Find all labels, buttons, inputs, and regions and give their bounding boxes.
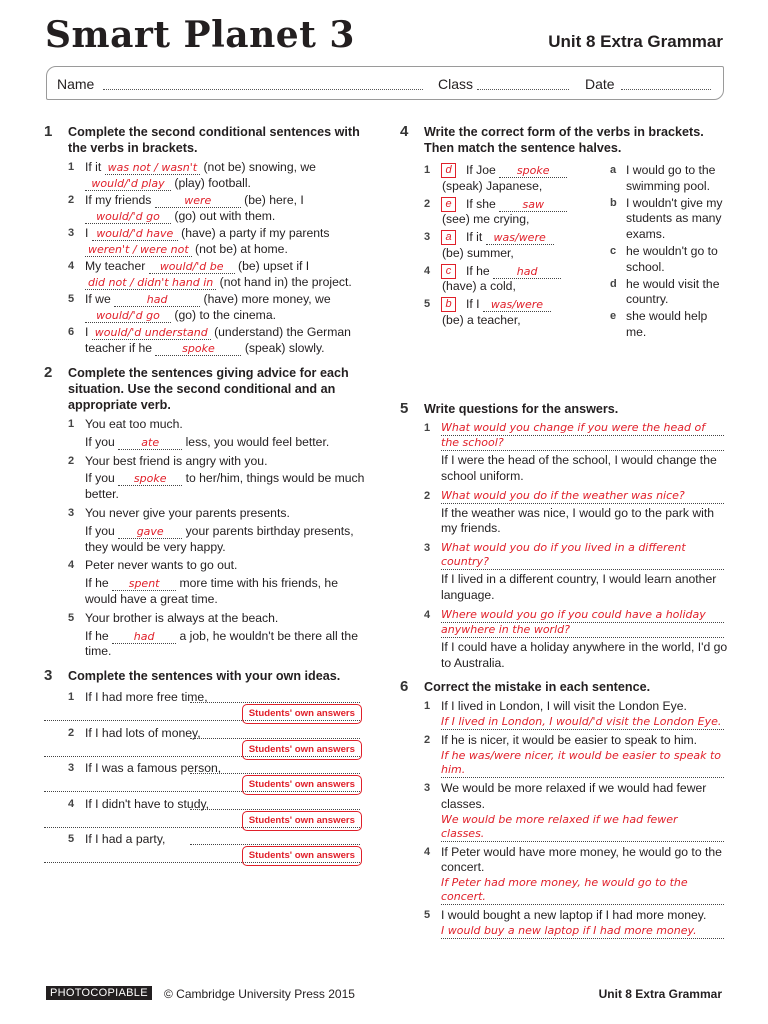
item-text: (speak) Japanese,: [442, 178, 543, 193]
answer-blank[interactable]: was/were: [483, 298, 551, 312]
question-answer-line[interactable]: What would you do if the weather was nice?: [441, 489, 724, 504]
advice-line: [85, 629, 366, 661]
advice-line: [85, 576, 366, 608]
question-answer-line[interactable]: anywhere in the world?: [441, 623, 724, 638]
option-letter: b: [610, 196, 617, 209]
item-text: I: [85, 325, 92, 340]
matching-left: [424, 163, 604, 331]
answer-blank[interactable]: saw: [499, 198, 567, 212]
match-text: [442, 163, 567, 195]
date-field[interactable]: [621, 89, 711, 90]
unit-title: Unit 8 Extra Grammar: [548, 32, 723, 51]
item-text: If I: [466, 297, 483, 311]
item-number: 2: [424, 197, 431, 210]
item-number: 3: [68, 507, 75, 520]
item-number: 6: [68, 326, 75, 339]
exercise-items: [44, 690, 366, 866]
answer-line[interactable]: [190, 844, 360, 845]
exercise-number: 1: [44, 123, 53, 140]
incorrect-sentence: If I lived in London, I will visit the London Eye.: [441, 699, 687, 714]
match-letter-box[interactable]: d: [441, 163, 456, 178]
option-text: I would go to the swimming pool.: [626, 163, 716, 193]
answer-blank[interactable]: would/'d have: [92, 227, 178, 241]
answer-blank[interactable]: would/'d go: [85, 309, 171, 323]
prompt-text: If I had a party,: [85, 832, 166, 847]
item-text: (be) summer,: [442, 245, 514, 260]
answer-blank[interactable]: spoke: [155, 342, 241, 356]
list-item: [44, 292, 366, 324]
match-text: [442, 264, 561, 296]
exercise-1: [44, 124, 366, 357]
students-own-answers-badge: Students' own answers: [242, 740, 362, 760]
page-header: [45, 14, 725, 62]
item-text: (be) here, I: [240, 193, 304, 208]
list-item: [44, 160, 366, 192]
exercise-number: 4: [400, 123, 409, 140]
given-answer: If I could have a holiday anywhere in the world, I'd go to Australia.: [441, 639, 728, 670]
item-number: 2: [68, 454, 75, 467]
match-row: [424, 264, 604, 298]
option-text: she would help me.: [626, 309, 708, 339]
answer-line[interactable]: [190, 773, 360, 774]
footer-unit: Unit 8 Extra Grammar: [598, 987, 722, 1001]
item-text: (have) a cold,: [442, 279, 516, 294]
item-number: 4: [424, 264, 431, 277]
answer-blank[interactable]: gave: [118, 525, 182, 539]
item-text: If he: [85, 628, 113, 643]
item-text: (go) out with them.: [171, 208, 276, 223]
list-item: [44, 506, 366, 555]
answer-blank[interactable]: had: [114, 293, 200, 307]
students-own-answers-badge: Students' own answers: [242, 846, 362, 866]
advice-line: [85, 524, 366, 556]
incorrect-sentence: If he is nicer, it would be easier to speak to him.: [441, 733, 698, 748]
item-number: 5: [68, 293, 75, 306]
exercise-title: Correct the mistake in each sentence.: [424, 680, 651, 695]
match-letter-box[interactable]: e: [441, 197, 456, 212]
page-footer: [46, 986, 724, 1004]
option-letter: d: [610, 277, 617, 290]
match-row: [424, 163, 604, 197]
brand-title: Smart Planet 3: [45, 14, 355, 56]
item-number: 1: [424, 422, 431, 434]
answer-blank[interactable]: did not / didn't hand in: [85, 276, 216, 290]
option-text: I wouldn't give my students as many exams.: [626, 195, 723, 242]
situation-text: You never give your parents presents.: [85, 506, 290, 521]
item-text: (understand) the German teacher if he: [85, 325, 351, 356]
advice-line: [85, 435, 366, 451]
class-label: Class: [438, 76, 474, 92]
exercise-number: 6: [400, 678, 409, 696]
left-column: [44, 124, 366, 874]
item-number: 2: [68, 726, 75, 739]
answer-line[interactable]: [190, 738, 360, 739]
exercise-title: Complete the sentences with your own ideas.: [68, 669, 341, 684]
list-item: [400, 699, 730, 730]
answer-blank[interactable]: had: [493, 265, 561, 279]
item-number: 2: [424, 489, 431, 502]
correction-line[interactable]: I would buy a new laptop if I had more money.: [441, 924, 724, 939]
question-answer-line[interactable]: Where would you go if you could have a holiday: [441, 608, 724, 623]
name-field[interactable]: [103, 89, 423, 90]
list-item: [44, 259, 366, 291]
prompt-text: If I was a famous person,: [85, 761, 222, 776]
item-text: less, you would feel better.: [182, 434, 330, 449]
list-item: [400, 845, 730, 906]
item-text: (be) upset if I: [234, 259, 310, 274]
option-letter: c: [610, 244, 617, 257]
item-text: If it: [466, 230, 486, 244]
situation-text: You eat too much.: [85, 417, 183, 432]
item-number: 4: [68, 797, 75, 810]
situation-text: Your brother is always at the beach.: [85, 610, 279, 625]
matching-grid: [400, 163, 730, 397]
option-letter: e: [610, 310, 617, 323]
item-number: 3: [424, 231, 431, 243]
match-option: [610, 277, 730, 309]
answer-blank[interactable]: had: [112, 630, 176, 644]
exercise-number: 3: [44, 667, 53, 685]
option-text: he wouldn't go to school.: [626, 243, 718, 274]
item-text: (have) more money, we: [200, 292, 331, 307]
answer-blank[interactable]: spoke: [118, 472, 182, 486]
item-number: 3: [68, 762, 75, 775]
list-item: [400, 781, 730, 842]
given-answer: If the weather was nice, I would go to the park with my friends.: [441, 505, 715, 536]
item-text: (go) to the cinema.: [171, 308, 276, 323]
item-text: If you: [85, 523, 119, 538]
match-option: [610, 244, 730, 276]
item-text: more time with his friends, he would have a great time.: [85, 576, 338, 607]
item-text: (have) a party if my parents: [177, 226, 330, 241]
item-number: 4: [424, 608, 431, 621]
list-item: [400, 541, 730, 604]
option-text: he would visit the country.: [626, 276, 720, 307]
item-number: 5: [68, 833, 75, 846]
item-text: (speak) slowly.: [241, 341, 325, 356]
item-number: 1: [424, 700, 431, 713]
match-option: [610, 309, 730, 341]
item-number: 2: [424, 734, 431, 747]
exercise-items: [400, 699, 730, 939]
students-own-answers-badge: Students' own answers: [242, 775, 362, 795]
exercise-5: [400, 401, 730, 671]
item-text: a job, he wouldn't be there all the time.: [85, 628, 358, 659]
incorrect-sentence: I would bought a new laptop if I had more money.: [441, 908, 707, 923]
item-text: If he: [85, 576, 113, 591]
match-letter-box[interactable]: a: [441, 230, 456, 245]
item-number: 1: [424, 164, 431, 176]
item-text: (not be) at home.: [191, 241, 288, 256]
item-number: 3: [424, 781, 431, 794]
exercise-items: [44, 417, 366, 660]
answer-line[interactable]: [190, 702, 360, 703]
item-number: 1: [68, 691, 75, 704]
item-text: (not hand in) the project.: [216, 275, 352, 290]
item-number: 4: [424, 845, 431, 858]
list-item: [44, 832, 366, 866]
item-text: If we: [85, 292, 115, 307]
item-text: If it: [85, 160, 105, 174]
match-text: [442, 297, 551, 329]
advice-line: [85, 471, 366, 503]
answer-blank[interactable]: would/'d go: [85, 210, 171, 224]
item-number: 4: [68, 260, 75, 273]
list-item: [44, 690, 366, 724]
exercise-number: 2: [44, 364, 53, 382]
students-own-answers-badge: Students' own answers: [242, 704, 362, 724]
exercise-title: Complete the sentences giving advice for each situation. Use the second conditional and an appropriate verb.: [68, 366, 349, 413]
exercise-4: [400, 124, 730, 397]
name-label: Name: [57, 76, 95, 92]
item-text: If he: [466, 263, 494, 278]
exercise-items: [44, 160, 366, 357]
list-item: [44, 611, 366, 660]
prompt-text: If I had more free time,: [85, 690, 208, 705]
exercise-title: Write the correct form of the verbs in brackets. Then match the sentence halves.: [424, 125, 704, 155]
answer-blank[interactable]: would/'d play: [85, 177, 171, 191]
item-text: (be) a teacher,: [442, 312, 521, 327]
exercise-items: [400, 421, 730, 671]
answer-blank[interactable]: ate: [118, 436, 182, 450]
incorrect-sentence: If Peter would have more money, he would go to the concert.: [441, 844, 722, 875]
match-option: [610, 196, 730, 243]
list-item: [44, 417, 366, 451]
item-text: If Joe: [466, 163, 500, 177]
date-label: Date: [585, 76, 615, 92]
item-text: (not be) snowing, we: [200, 160, 316, 174]
answer-blank[interactable]: was not / wasn't: [105, 161, 200, 175]
list-item: [44, 193, 366, 225]
exercise-6: [400, 679, 730, 939]
answer-blank[interactable]: were: [155, 194, 241, 208]
answer-blank[interactable]: was/were: [486, 231, 554, 245]
answer-blank[interactable]: weren't / were not: [85, 243, 192, 257]
students-own-answers-badge: Students' own answers: [242, 811, 362, 831]
answer-blank[interactable]: spoke: [499, 164, 567, 178]
option-letter: a: [610, 164, 617, 176]
item-text: to her/him, things would be much better.: [85, 471, 365, 502]
item-text: If you: [85, 471, 119, 486]
list-item: [44, 325, 366, 357]
incorrect-sentence: We would be more relaxed if we would had fewer classes.: [441, 780, 707, 811]
given-answer: If I lived in a different country, I would learn another language.: [441, 572, 717, 602]
list-item: [400, 908, 730, 939]
list-item: [44, 558, 366, 607]
match-option: [610, 163, 730, 195]
copyright: © Cambridge University Press 2015: [164, 987, 355, 1001]
answer-blank[interactable]: spent: [112, 577, 176, 591]
correction-line[interactable]: We would be more relaxed if we had fewer classes.: [441, 813, 724, 842]
item-number: 1: [68, 161, 75, 173]
question-answer-line[interactable]: What would you change if you were the head of: [441, 421, 724, 436]
item-text: I: [85, 226, 92, 241]
exercise-title: Complete the second conditional sentences with the verbs in brackets.: [68, 125, 360, 155]
item-text: your parents birthday presents, they would be very happy.: [85, 523, 354, 554]
prompt-text: If I had lots of money,: [85, 725, 201, 740]
list-item: [44, 726, 366, 760]
item-number: 1: [68, 418, 75, 431]
correction-line[interactable]: If he was/were nicer, it would be easier to speak to him.: [441, 749, 724, 778]
item-number: 5: [68, 611, 75, 624]
match-row: [424, 197, 604, 231]
item-text: (see) me crying,: [442, 212, 530, 227]
correction-line[interactable]: If Peter had more money, he would go to the concert.: [441, 876, 724, 905]
item-text: If you: [85, 434, 119, 449]
class-field[interactable]: [477, 89, 569, 90]
list-item: [44, 797, 366, 831]
correction-line[interactable]: If I lived in London, I would/'d visit the London Eye.: [441, 715, 724, 730]
answer-blank[interactable]: would/'d be: [149, 260, 235, 274]
item-number: 2: [68, 194, 75, 207]
matching-right: [610, 163, 730, 342]
item-number: 3: [68, 227, 75, 240]
right-column: [400, 124, 730, 947]
photocopiable-label: PHOTOCOPIABLE: [46, 986, 152, 1000]
item-text: (play) football.: [171, 175, 251, 190]
match-text: [442, 197, 567, 229]
match-letter-box[interactable]: b: [441, 297, 456, 312]
match-text: [442, 230, 554, 262]
item-number: 4: [68, 559, 75, 572]
match-letter-box[interactable]: c: [441, 264, 456, 279]
item-text: If my friends: [85, 193, 155, 208]
answer-blank[interactable]: would/'d understand: [92, 326, 211, 340]
prompt-text: If I didn't have to study,: [85, 796, 210, 811]
list-item: [44, 454, 366, 503]
match-row: [424, 297, 604, 331]
item-text: My teacher: [85, 259, 149, 274]
name-class-date-bar: [46, 66, 724, 100]
question-answer-line[interactable]: What would you do if you lived in a different country?: [441, 541, 724, 570]
answer-line[interactable]: [190, 809, 360, 810]
item-number: 5: [424, 298, 431, 310]
list-item: [400, 608, 730, 672]
list-item: [400, 489, 730, 538]
list-item: [44, 226, 366, 258]
item-number: 5: [424, 909, 431, 922]
situation-text: Your best friend is angry with you.: [85, 453, 268, 468]
given-answer: If I were the head of the school, I would change the school uniform.: [441, 453, 717, 483]
list-item: [400, 421, 730, 485]
item-text: If she: [466, 196, 500, 211]
match-row: [424, 230, 604, 264]
list-item: [44, 761, 366, 795]
exercise-number: 5: [400, 400, 409, 417]
item-number: 3: [424, 542, 431, 555]
situation-text: Peter never wants to go out.: [85, 558, 238, 573]
question-answer-line[interactable]: the school?: [441, 436, 724, 451]
exercise-2: [44, 365, 366, 660]
exercise-title: Write questions for the answers.: [424, 402, 619, 416]
exercise-3: [44, 668, 366, 866]
list-item: [400, 733, 730, 778]
